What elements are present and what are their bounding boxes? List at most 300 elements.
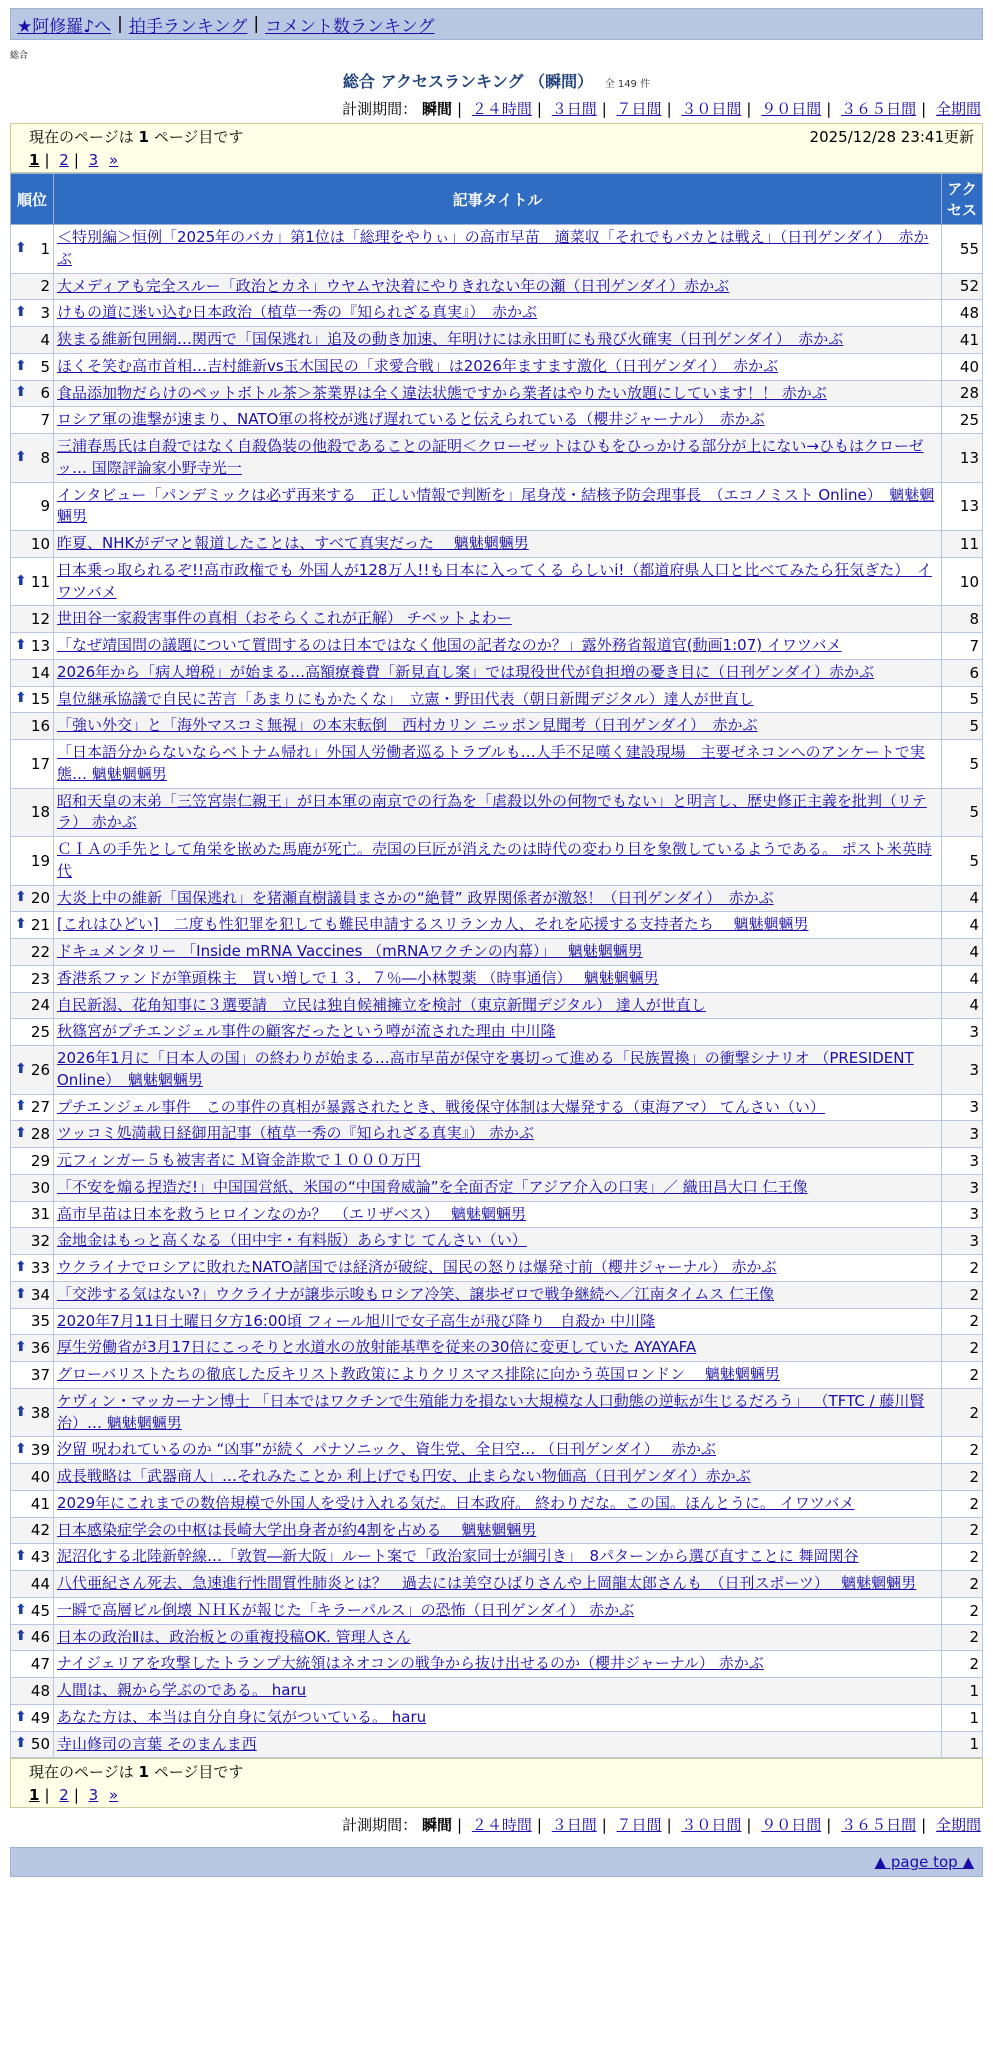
rank-number: 45	[30, 1601, 50, 1620]
title-cell	[54, 1019, 942, 1046]
table-row	[11, 939, 983, 966]
article-link[interactable]: 香港系ファンドが筆頭株主 買い増しで１３．７％―小林製薬 （時事通信） 魑魅魍魎男	[57, 968, 659, 987]
table-row	[11, 1228, 983, 1255]
title-cell	[54, 482, 942, 531]
period-90d-link[interactable]: ９０日間	[761, 100, 822, 118]
rank-number: 19	[30, 851, 50, 870]
rank-cell	[11, 434, 54, 483]
ranking-body	[11, 225, 983, 1758]
rank-number: 30	[30, 1178, 50, 1197]
article-link[interactable]: ロシア軍の進撃が速まり、NATO軍の将校が逃げ遅れていると伝えられている（櫻井ジャーナル） 赤かぶ	[57, 410, 765, 429]
article-link[interactable]: 三浦春馬氏は自殺ではなく自殺偽装の他殺であることの証明＜クローゼットはひもをひっかける部分が上にない→ひもはクローゼッ… 国際評論家小野寺光一	[57, 437, 924, 477]
table-row	[11, 606, 983, 633]
access-count: 2	[942, 1490, 983, 1517]
article-link[interactable]: 2026年から「病人増税」が始まる…高額療養費「新見直し案」では現役世代が負担増の憂き目に（日刊ゲンダイ）赤かぶ	[57, 662, 874, 681]
rank-cell	[11, 1308, 54, 1335]
pagination: 1 | 2 | 3 »	[29, 151, 119, 169]
article-link[interactable]: プチエンジェル事件 この事件の真相が暴露されたとき、戦後保守体制は大爆発する（東海アマ） てんさい（い）	[57, 1097, 825, 1116]
up-arrow-icon: ⬆	[15, 304, 27, 321]
up-arrow-icon: ⬆	[15, 1403, 27, 1420]
table-row	[11, 992, 983, 1019]
article-link[interactable]: 「交渉する気はない?」ウクライナが譲歩示唆もロシア冷笑、譲歩ゼロで戦争継続へ／江南タイムス 仁王像	[57, 1284, 774, 1303]
page-3-link[interactable]: 3	[88, 151, 99, 169]
table-row	[11, 1388, 983, 1437]
page-1-current: 1	[29, 151, 40, 169]
page-2-link[interactable]: 2	[59, 151, 69, 169]
period-current: 瞬間	[421, 1816, 452, 1835]
up-arrow-icon: ⬆	[15, 1258, 27, 1275]
table-row	[11, 837, 983, 886]
article-link[interactable]: 2029年にこれまでの数倍規模で外国人を受け入れる気だ。日本政府。 終わりだな。この国。ほんとうに。 イワツバメ	[57, 1493, 855, 1512]
period-label: 計測期間：	[342, 1816, 418, 1835]
access-count: 25	[942, 407, 983, 434]
article-link[interactable]: インタビュー「パンデミックは必ず再来する 正しい情報で判断を」尾身茂・結核予防会理事長 （エコノミスト Online） 魑魅魍魎男	[57, 485, 935, 526]
rank-number: 5	[40, 357, 50, 376]
title-cell	[54, 1335, 942, 1362]
table-row	[11, 1597, 983, 1624]
article-link[interactable]: 「強い外交」と「海外マスコミ無視」の本末転倒 西村カリン ニッポン見聞考（日刊ゲンダイ） 赤かぶ	[57, 716, 758, 735]
article-link[interactable]: ドキュメンタリー 「Inside mRNA Vaccines （mRNAワクチンの内幕）」 魑魅魍魎男	[57, 942, 643, 960]
rank-number: 33	[30, 1258, 50, 1277]
rank-number: 4	[40, 330, 50, 349]
title-cell	[54, 1362, 942, 1389]
title-cell	[54, 1228, 942, 1255]
rank-number: 31	[30, 1205, 50, 1224]
current-page-text: 現在のページは 1 ページ目です	[29, 128, 244, 146]
rank-cell	[11, 225, 54, 274]
period-all-link[interactable]: 全期間	[935, 1816, 981, 1835]
rank-number: 46	[30, 1628, 50, 1647]
rank-cell	[11, 531, 54, 558]
table-row	[11, 1517, 983, 1544]
rank-number: 34	[30, 1285, 50, 1304]
rank-number: 44	[30, 1574, 50, 1593]
title-cell	[54, 1388, 942, 1437]
rank-number: 8	[40, 448, 50, 467]
access-count: 2	[942, 1517, 983, 1544]
title-cell	[54, 1704, 942, 1731]
access-count: 4	[942, 885, 983, 912]
title-cell	[54, 1517, 942, 1544]
next-page-link[interactable]: »	[109, 1786, 119, 1805]
table-row	[11, 1148, 983, 1175]
rank-number: 32	[30, 1232, 50, 1251]
rank-number: 17	[30, 754, 50, 773]
up-arrow-icon: ⬆	[15, 636, 27, 653]
page-2-link[interactable]: 2	[59, 1786, 69, 1805]
access-count: 55	[942, 225, 983, 274]
title-cell	[54, 1255, 942, 1282]
rank-cell	[11, 1517, 54, 1544]
rank-cell	[11, 1437, 54, 1464]
rank-cell	[11, 300, 54, 327]
access-count: 4	[942, 912, 983, 939]
article-link[interactable]: [これはひどい] 二度も性犯罪を犯しても難民申請するスリランカ人、それを応援する支持者たち 魑魅魍魎男	[57, 915, 809, 934]
title-cell	[54, 1678, 942, 1705]
article-link[interactable]: ウクライナでロシアに敗れたNATO諸国では経済が破綻、国民の怒りは爆発寸前（櫻井ジャーナル） 赤かぶ	[57, 1258, 777, 1276]
table-row	[11, 1651, 983, 1678]
rank-cell	[11, 1228, 54, 1255]
update-timestamp: 2025/12/28 23:41更新	[809, 128, 974, 146]
table-row	[11, 659, 983, 686]
rank-number: 41	[30, 1494, 50, 1513]
article-link[interactable]: 自民新潟、花角知事に３選要請 立民は独自候補擁立を検討（東京新聞デジタル） 達人が世直し	[57, 995, 706, 1014]
rank-number: 28	[30, 1125, 50, 1144]
up-arrow-icon: ⬆	[15, 1735, 27, 1752]
table-row	[11, 1335, 983, 1362]
period-90d-link[interactable]: ９０日間	[761, 1816, 822, 1835]
rank-cell	[11, 912, 54, 939]
table-row	[11, 1308, 983, 1335]
page-top-link[interactable]: ▲ page top ▲	[874, 1853, 974, 1872]
rank-cell	[11, 1148, 54, 1175]
access-count: 2	[942, 1388, 983, 1437]
title-cell	[54, 837, 942, 886]
access-count: 1	[942, 1731, 983, 1758]
access-count: 3	[942, 1201, 983, 1228]
access-count: 5	[942, 740, 983, 789]
article-link[interactable]: 一瞬で高層ビル倒壊 ＮＨＫが報じた「キラーパルス」の恐怖（日刊ゲンダイ） 赤かぶ	[57, 1600, 635, 1619]
table-row	[11, 531, 983, 558]
next-page-link[interactable]: »	[109, 151, 119, 169]
period-24h-link[interactable]: ２４時間	[471, 100, 532, 118]
title-cell	[54, 992, 942, 1019]
rank-cell	[11, 407, 54, 434]
article-link[interactable]: ケヴィン・マッカーナン博士 「日本ではワクチンで生殖能力を損ない大規模な人口動態の逆転が生じるだろう」 （TFTC / 藤川賢治）… 魑魅魍魎男	[57, 1391, 925, 1432]
rank-cell	[11, 939, 54, 966]
rank-number: 16	[30, 717, 50, 736]
title-cell	[54, 1490, 942, 1517]
article-link[interactable]: 厚生労働省が3月17日にこっそりと水道水の放射能基準を従来の30倍に変更していた AYAYAFA	[57, 1338, 697, 1357]
title-cell	[54, 1308, 942, 1335]
title-cell	[54, 740, 942, 789]
table-row	[11, 912, 983, 939]
access-count: 5	[942, 788, 983, 837]
page-info-box-bottom	[10, 1758, 983, 1808]
article-link[interactable]: ＣＩＡの手先として角栄を嵌めた馬鹿が死亡。売国の巨匠が消えたのは時代の変わり目を象徴しているようである。 ポスト米英時代	[57, 840, 932, 880]
access-count: 3	[942, 1046, 983, 1095]
access-count: 52	[942, 273, 983, 300]
article-link[interactable]: 皇位継承協議で自民に苦言「あまりにもかたくな」 立憲・野田代表（朝日新聞デジタル）達人が世直し	[57, 689, 754, 708]
access-count: 2	[942, 1464, 983, 1491]
rank-cell	[11, 713, 54, 740]
article-link[interactable]: あなた方は、本当は自分自身に気がついている。 haru	[57, 1707, 427, 1726]
title-cell	[54, 885, 942, 912]
article-link[interactable]: ツッコミ処満載日経御用記事（植草一秀の『知られざる真実』） 赤かぶ	[57, 1124, 534, 1143]
access-count: 2	[942, 1255, 983, 1282]
table-row	[11, 1731, 983, 1758]
rank-number: 25	[30, 1023, 50, 1042]
rank-number: 22	[30, 942, 50, 961]
period-selector-bottom: 計測期間： 瞬間 | ２４時間 | ３日間 | ７日間 | ３０日間 | ９０日間 | ３６５日間 | 全期間	[342, 1816, 981, 1835]
rank-number: 7	[40, 411, 50, 430]
rank-cell	[11, 1597, 54, 1624]
article-link[interactable]: 成長戦略は「武器商人」…それみたことか 利上げでも円安、止まらない物価高（日刊ゲンダイ）赤かぶ	[57, 1467, 751, 1485]
rank-cell	[11, 1335, 54, 1362]
footer-bar	[10, 1847, 983, 1877]
title-cell	[54, 380, 942, 407]
access-count: 3	[942, 1094, 983, 1121]
top-nav-bar	[10, 8, 983, 40]
table-row	[11, 1437, 983, 1464]
article-link[interactable]: グローバリストたちの徹底した反キリスト教政策によりクリスマス排除に向かう英国ロンドン 魑魅魍魎男	[57, 1365, 780, 1383]
table-row	[11, 1490, 983, 1517]
article-link[interactable]: ＜特別編＞恒例「2025年のバカ」第1位は「総理をやりぃ」の高市早苗 適菜収「それでもバカとは戦え」（日刊ゲンダイ） 赤かぶ	[57, 228, 929, 268]
table-row	[11, 713, 983, 740]
title-cell	[54, 1201, 942, 1228]
title-cell	[54, 225, 942, 274]
rank-cell	[11, 1388, 54, 1437]
page-title: 総合 アクセスランキング （瞬間）	[342, 72, 594, 91]
period-selector-top: 計測期間： 瞬間 | ２４時間 | ３日間 | ７日間 | ３０日間 | ９０日間 | ３６５日間 | 全期間	[342, 100, 981, 118]
table-row	[11, 1624, 983, 1651]
article-link[interactable]: ほくそ笑む高市首相…吉村維新vs玉木国民の「求愛合戦」は2026年ますます激化（日刊ゲンダイ） 赤かぶ	[57, 356, 779, 375]
access-count: 3	[942, 1019, 983, 1046]
period-3d-link[interactable]: ３日間	[551, 1816, 597, 1835]
pagination-bottom: 1 | 2 | 3 »	[29, 1786, 119, 1805]
period-7d-link[interactable]: ７日間	[616, 100, 662, 118]
up-arrow-icon: ⬆	[15, 239, 27, 256]
comment-ranking-link[interactable]: コメント数ランキング	[265, 16, 435, 37]
rank-number: 20	[30, 889, 50, 908]
rank-number: 50	[30, 1735, 50, 1754]
up-arrow-icon: ⬆	[15, 1708, 27, 1725]
title-cell	[54, 434, 942, 483]
title-cell	[54, 327, 942, 354]
access-count: 3	[942, 1174, 983, 1201]
article-link[interactable]: 泥沼化する北陸新幹線…「敦賀―新大阪」ルート案で「政治家同士が綱引き」 8パターンから選び直すことに 舞岡関谷	[57, 1547, 859, 1566]
table-row	[11, 1121, 983, 1148]
access-count: 2	[942, 1335, 983, 1362]
nav-separator: |	[253, 14, 260, 34]
up-arrow-icon: ⬆	[15, 572, 27, 589]
rank-number: 29	[30, 1151, 50, 1170]
article-link[interactable]: 食品添加物だらけのペットボトル茶＞茶業界は全く違法状態ですから業者はやりたい放題にしています！！ 赤かぶ	[57, 383, 827, 402]
rank-number: 36	[30, 1339, 50, 1358]
rank-number: 21	[30, 916, 50, 935]
table-row	[11, 300, 983, 327]
access-count: 11	[942, 531, 983, 558]
rank-cell	[11, 1281, 54, 1308]
article-link[interactable]: 大炎上中の維新「国保逃れ」を猪瀬直樹議員まさかの“絶賛” 政界関係者が激怒！（日刊ゲンダイ） 赤かぶ	[57, 888, 774, 907]
section-label: 総合	[10, 51, 29, 61]
rank-number: 37	[30, 1365, 50, 1384]
nav-separator: |	[117, 14, 123, 34]
rank-cell	[11, 273, 54, 300]
title-cell	[54, 353, 942, 380]
up-arrow-icon: ⬆	[15, 448, 27, 465]
up-arrow-icon: ⬆	[15, 916, 27, 933]
access-count: 2	[942, 1308, 983, 1335]
period-7d-link[interactable]: ７日間	[616, 1816, 662, 1835]
table-row	[11, 885, 983, 912]
access-count: 2	[942, 1362, 983, 1389]
table-row	[11, 434, 983, 483]
rank-cell	[11, 1174, 54, 1201]
up-arrow-icon: ⬆	[15, 1125, 27, 1142]
page-3-link[interactable]: 3	[88, 1786, 99, 1805]
title-cell	[54, 1174, 942, 1201]
article-link[interactable]: 元フィンガー５も被害者に Ｍ資金詐欺で１０００万円	[57, 1151, 421, 1169]
article-link[interactable]: 日本の政治Ⅱは、政治板との重複投稿OK. 管理人さん	[57, 1627, 411, 1646]
up-arrow-icon: ⬆	[15, 1548, 27, 1565]
table-row	[11, 1094, 983, 1121]
article-link[interactable]: 秋篠宮がプチエンジェル事件の顧客だったという噂が流された理由 中川隆	[57, 1022, 556, 1041]
article-link[interactable]: 寺山修司の言葉 そのまんま西	[57, 1734, 257, 1753]
rank-cell	[11, 1255, 54, 1282]
table-row	[11, 1704, 983, 1731]
rank-cell	[11, 606, 54, 633]
article-link[interactable]: 昭和天皇の末弟「三笠宮崇仁親王」が日本軍の南京での行為を「虐殺以外の何物でもない」と明言し、歴史修正主義を批判（リテラ） 赤かぶ	[57, 791, 927, 832]
table-row	[11, 1174, 983, 1201]
article-link[interactable]: 日本感染症学会の中枢は長崎大学出身者が約4割を占める 魑魅魍魎男	[57, 1520, 537, 1539]
access-count: 41	[942, 327, 983, 354]
title-cell	[54, 1651, 942, 1678]
rank-number: 18	[30, 803, 50, 822]
article-link[interactable]: 金地金はもっと高くなる（田中宇・有料版）あらすじ てんさい（い）	[57, 1231, 527, 1250]
rank-number: 24	[30, 996, 50, 1015]
rank-cell	[11, 1094, 54, 1121]
rank-cell	[11, 686, 54, 713]
period-365d-link[interactable]: ３６５日間	[841, 100, 917, 118]
title-cell	[54, 557, 942, 606]
title-cell	[54, 633, 942, 660]
table-row	[11, 557, 983, 606]
period-label: 計測期間：	[342, 100, 418, 118]
title-cell	[54, 1437, 942, 1464]
article-link[interactable]: 日本乗っ取られるぞ!!高市政権でも 外国人が128万人!!も日本に入ってくる らしいi!（都道府県人口と比べてみたら狂気ぎた） イワツバメ	[57, 560, 932, 601]
access-count: 40	[942, 353, 983, 380]
access-count: 2	[942, 1281, 983, 1308]
title-cell	[54, 912, 942, 939]
access-count: 4	[942, 939, 983, 966]
rank-cell	[11, 659, 54, 686]
access-count: 5	[942, 837, 983, 886]
table-row	[11, 380, 983, 407]
table-row	[11, 1046, 983, 1095]
home-link[interactable]: ★阿修羅♪へ	[17, 16, 112, 37]
access-count: 2	[942, 1624, 983, 1651]
title-cell	[54, 1624, 942, 1651]
rank-cell	[11, 885, 54, 912]
up-arrow-icon: ⬆	[15, 1339, 27, 1356]
period-24h-link[interactable]: ２４時間	[471, 1816, 532, 1835]
rank-cell	[11, 1651, 54, 1678]
table-row	[11, 1678, 983, 1705]
rank-cell	[11, 740, 54, 789]
title-cell	[54, 1094, 942, 1121]
table-row	[11, 353, 983, 380]
period-current: 瞬間	[421, 100, 452, 118]
rank-number: 6	[40, 384, 50, 403]
table-row	[11, 1201, 983, 1228]
rank-number: 40	[30, 1467, 50, 1486]
article-link[interactable]: 昨夏、NHKがデマと報道したことは、すべて真実だった 魑魅魍魎男	[57, 534, 529, 552]
period-3d-link[interactable]: ３日間	[551, 100, 597, 118]
access-count: 3	[942, 1121, 983, 1148]
article-link[interactable]: 「なぜ靖国問の議題について質問するのは日本ではなく他国の記者なのか？」露外務省報道官(動画1:07) イワツバメ	[57, 636, 842, 654]
article-link[interactable]: 「日本語分からないならベトナム帰れ」外国人労働者巡るトラブルも…人手不足嘆く建設現場 主要ゼネコンへのアンケートで実態… 魑魅魍魎男	[57, 743, 925, 783]
period-30d-link[interactable]: ３０日間	[681, 1816, 742, 1835]
rank-cell	[11, 1121, 54, 1148]
up-arrow-icon: ⬆	[15, 357, 27, 374]
rank-cell	[11, 353, 54, 380]
title-cell	[54, 407, 942, 434]
article-link[interactable]: 2026年1月に「日本人の国」の終わりが始まる…高市早苗が保守を裏切って進める「民族置換」の衝撃シナリオ （PRESIDENT Online） 魑魅魍魎男	[57, 1049, 914, 1089]
rank-number: 15	[30, 690, 50, 709]
up-arrow-icon: ⬆	[15, 1285, 27, 1302]
period-30d-link[interactable]: ３０日間	[681, 100, 742, 118]
period-all-link[interactable]: 全期間	[935, 100, 981, 118]
article-link[interactable]: 2020年7月11日土曜日夕方16:00頃 フィール旭川で女子高生が飛び降り 自殺か 中川隆	[57, 1311, 656, 1330]
title-cell	[54, 273, 942, 300]
table-row	[11, 482, 983, 531]
rank-number: 14	[30, 663, 50, 682]
access-count: 4	[942, 965, 983, 992]
article-link[interactable]: けもの道に迷い込む日本政治（植草一秀の『知られざる真実』） 赤かぶ	[57, 303, 538, 322]
access-count: 2	[942, 1437, 983, 1464]
rank-cell	[11, 1046, 54, 1095]
title-cell	[54, 300, 942, 327]
access-count: 3	[942, 1148, 983, 1175]
rank-number: 11	[30, 572, 50, 591]
article-link[interactable]: 「不安を煽る捏造だ!」中国国営紙、米国の“中国脅威論”を全面否定「アジア介入の口実」／ 織田昌大口 仁王像	[57, 1177, 808, 1196]
access-count: 2	[942, 1597, 983, 1624]
title-cell	[54, 1121, 942, 1148]
table-row	[11, 686, 983, 713]
total-count: 全 149 件	[604, 79, 651, 90]
page-1-current: 1	[29, 1786, 40, 1805]
table-row	[11, 1255, 983, 1282]
period-365d-link[interactable]: ３６５日間	[841, 1816, 917, 1835]
title-header: 記事タイトル	[54, 174, 942, 225]
title-cell	[54, 939, 942, 966]
article-link[interactable]: 八代亜紀さん死去、急速進行性間質性肺炎とは？ 過去には美空ひばりさんや上岡龍太郎さんも （日刊スポーツ） 魑魅魍魎男	[57, 1574, 917, 1592]
table-row	[11, 273, 983, 300]
rank-number: 12	[30, 610, 50, 629]
article-link[interactable]: 汐留 呪われているのか “凶事”が続く パナソニック、資生党、全日空… （日刊ゲンダイ） 赤かぶ	[57, 1440, 717, 1459]
access-count: 5	[942, 713, 983, 740]
title-cell	[54, 1464, 942, 1491]
title-cell	[54, 1148, 942, 1175]
rank-cell	[11, 482, 54, 531]
article-link[interactable]: 人間は、親から学ぶのである。 haru	[57, 1681, 307, 1699]
table-row	[11, 407, 983, 434]
up-arrow-icon: ⬆	[15, 1601, 27, 1618]
applause-ranking-link[interactable]: 拍手ランキング	[128, 16, 248, 37]
rank-cell	[11, 1571, 54, 1598]
access-count: 6	[942, 659, 983, 686]
article-link[interactable]: ナイジェリアを攻撃したトランプ大統領はネオコンの戦争から抜け出せるのか（櫻井ジャーナル） 赤かぶ	[57, 1654, 764, 1673]
rank-number: 13	[30, 636, 50, 655]
access-count: 2	[942, 1571, 983, 1598]
table-row	[11, 740, 983, 789]
rank-cell	[11, 1464, 54, 1491]
access-count: 1	[942, 1704, 983, 1731]
title-cell	[54, 1731, 942, 1758]
article-link[interactable]: 狭まる維新包囲網…関西で「国保逃れ」追及の動き加速、年明けには永田町にも飛び火確実（日刊ゲンダイ） 赤かぶ	[57, 330, 844, 348]
article-link[interactable]: 高市早苗は日本を救うヒロインなのか？ （エリザベス） 魑魅魍魎男	[57, 1204, 527, 1223]
article-link[interactable]: 大メディアも完全スルー「政治とカネ」ウヤムヤ決着にやりきれない年の瀬（日刊ゲンダイ）赤かぶ	[57, 276, 730, 295]
up-arrow-icon: ⬆	[15, 1628, 27, 1645]
access-count: 2	[942, 1544, 983, 1571]
table-row	[11, 1544, 983, 1571]
title-cell	[54, 713, 942, 740]
rank-cell	[11, 1704, 54, 1731]
article-link[interactable]: 世田谷一家殺害事件の真相（おそらくこれが正解） チベットよわー	[57, 609, 512, 628]
up-arrow-icon: ⬆	[15, 690, 27, 707]
rank-cell	[11, 992, 54, 1019]
